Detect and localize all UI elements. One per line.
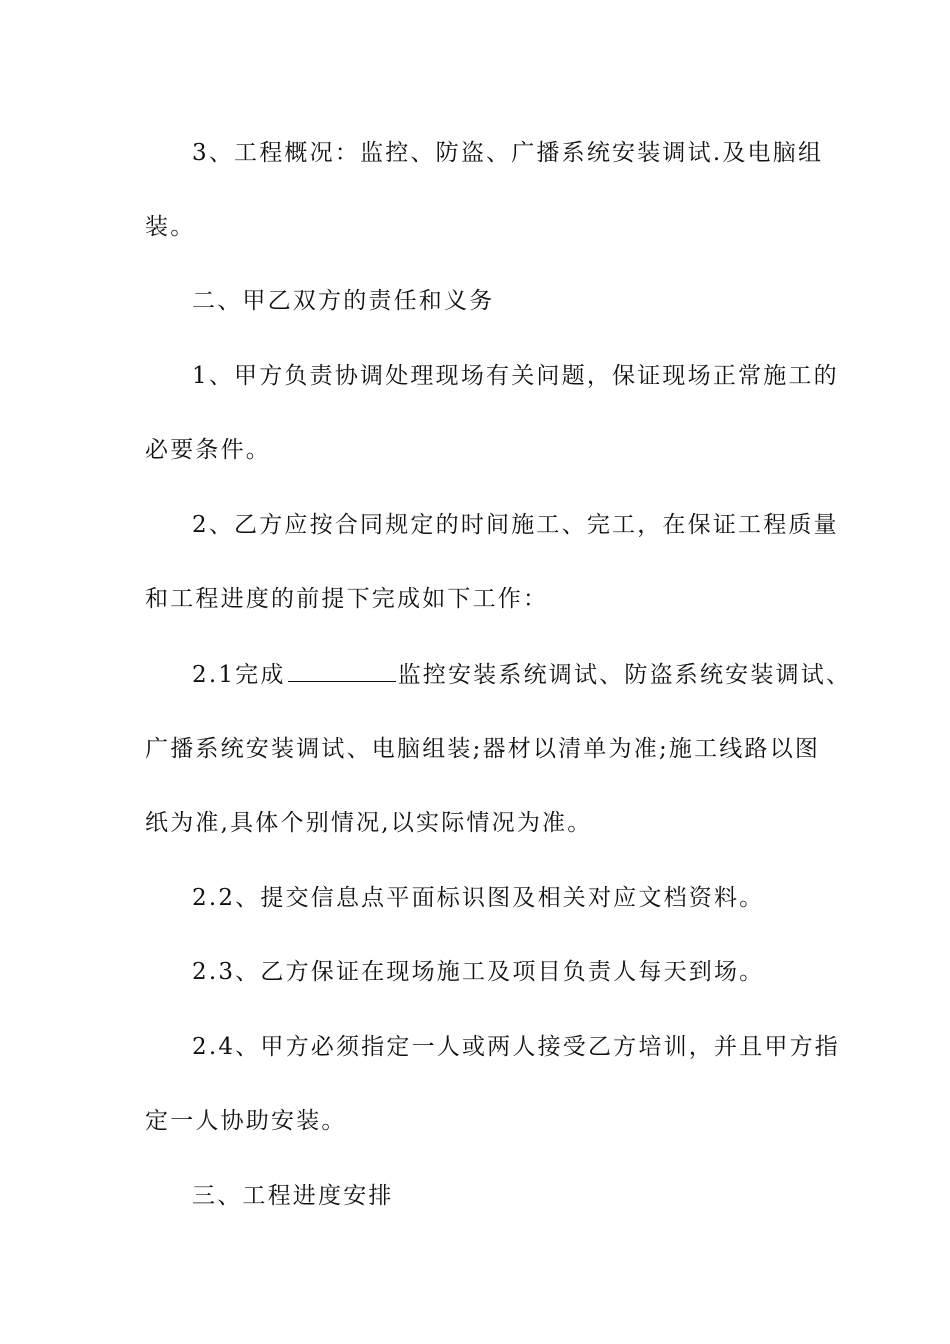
item-2-1-text: 监控安装系统调试、防盗系统安装调试、	[397, 662, 852, 688]
fill-in-blank	[288, 659, 396, 682]
paragraph-item-2-1	[192, 659, 872, 689]
paragraph-item-2-2: 2.2、提交信息点平面标识图及相关对应文档资料。	[192, 885, 765, 911]
paragraph-party-b-duty-cont: 和工程进度的前提下完成如下工作：	[145, 586, 549, 612]
paragraph-item-2-4-cont: 定一人协助安装。	[145, 1108, 347, 1134]
item-2-1-prefix: 2.1完成	[192, 662, 286, 688]
section-heading-responsibilities: 二、甲乙双方的责任和义务	[192, 288, 495, 314]
paragraph-project-overview-cont: 装。	[145, 214, 196, 240]
section-heading-schedule: 三、工程进度安排	[192, 1183, 394, 1209]
paragraph-party-a-duty-cont: 必要条件。	[145, 437, 271, 463]
paragraph-project-overview: 3、工程概况：监控、防盗、广播系统安装调试.及电脑组	[192, 140, 824, 166]
paragraph-party-b-duty: 2、乙方应按合同规定的时间施工、完工，在保证工程质量	[192, 512, 839, 538]
paragraph-party-a-duty: 1、甲方负责协调处理现场有关问题，保证现场正常施工的	[192, 363, 839, 389]
paragraph-item-2-1-cont2: 纸为准,具体个别情况,以实际情况为准。	[145, 810, 593, 836]
paragraph-item-2-4: 2.4、甲方必须指定一人或两人接受乙方培训，并且甲方指	[192, 1034, 840, 1060]
paragraph-item-2-1-cont: 广播系统安装调试、电脑组装;器材以清单为准;施工线路以图	[145, 736, 821, 762]
paragraph-item-2-3: 2.3、乙方保证在现场施工及项目负责人每天到场。	[192, 959, 765, 985]
